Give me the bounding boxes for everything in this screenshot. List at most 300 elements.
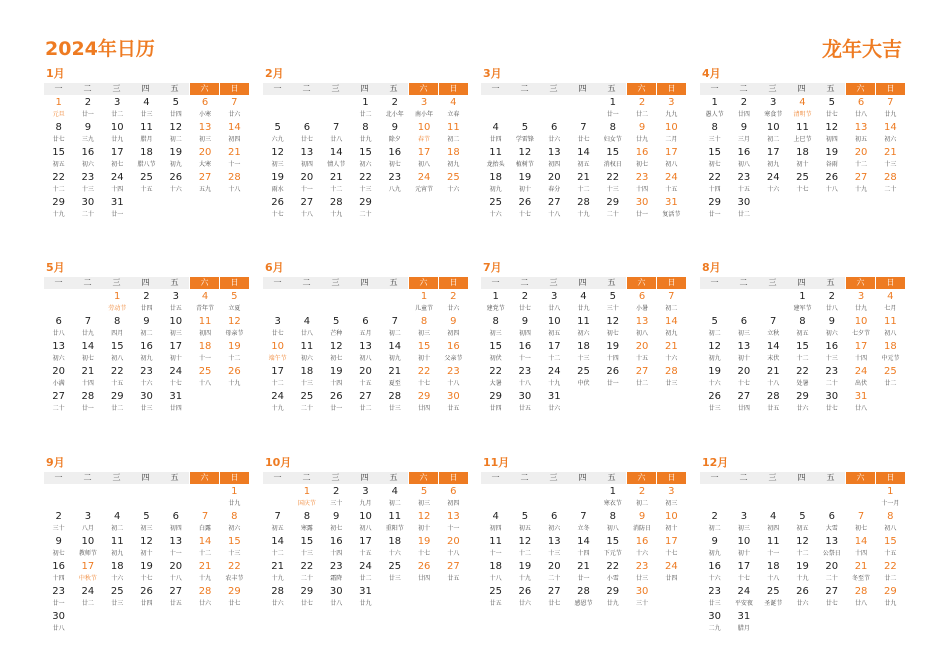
- day-number: 13: [547, 147, 561, 158]
- lunar-date: 十六: [169, 186, 182, 193]
- lunar-date: 廿三: [708, 600, 721, 607]
- day-number: 10: [664, 511, 678, 522]
- day-number: 2: [143, 291, 150, 302]
- day-cell: [846, 122, 875, 147]
- lunar-date: 初八: [359, 525, 372, 532]
- day-number: 20: [854, 147, 868, 158]
- lunar-date: 十八: [169, 575, 182, 582]
- lunar-date: 十四: [81, 380, 94, 387]
- lunar-date: 二十: [300, 575, 313, 582]
- weekday-1: 一: [700, 472, 729, 484]
- lunar-date: 廿四: [737, 111, 750, 118]
- lunar-date: 十八: [300, 211, 313, 218]
- day-number: 14: [577, 536, 590, 547]
- day-number: 16: [446, 341, 460, 352]
- day-grid: [44, 486, 249, 636]
- day-cell: [263, 197, 292, 222]
- day-cell: [510, 291, 539, 316]
- lunar-date: 三十: [708, 136, 721, 143]
- lunar-date: 廿一: [606, 380, 619, 387]
- weekday-5: 五: [816, 277, 845, 289]
- day-cell: [759, 391, 788, 416]
- lunar-date: 廿二: [636, 111, 649, 118]
- day-cell: [627, 122, 656, 147]
- lunar-date: 初九: [447, 161, 460, 168]
- weekday-6: 六: [408, 472, 438, 484]
- lunar-date: 初九: [767, 161, 780, 168]
- lunar-date: 十五: [140, 186, 153, 193]
- day-cell: [161, 366, 190, 391]
- day-cell: [263, 122, 292, 147]
- lunar-date: 初六: [300, 355, 313, 362]
- lunar-date: 廿七: [271, 330, 284, 337]
- day-cell: [788, 561, 817, 586]
- lunar-date: 十八: [548, 211, 561, 218]
- weekday-header: [263, 277, 468, 289]
- day-number: 12: [606, 316, 620, 327]
- lunar-date: 廿七: [52, 136, 65, 143]
- day-number: 21: [227, 147, 241, 158]
- day-number: 11: [883, 316, 897, 327]
- day-cell: [481, 122, 510, 147]
- day-number: 7: [333, 122, 340, 133]
- lunar-date: 廿六: [199, 600, 212, 607]
- day-cell: [220, 316, 249, 341]
- day-number: 15: [796, 341, 809, 352]
- day-number: 29: [796, 391, 809, 402]
- lunar-date: 十七: [271, 211, 284, 218]
- lunar-date: 二十: [884, 186, 897, 193]
- day-number: 3: [274, 316, 281, 327]
- day-number: 6: [551, 122, 558, 133]
- day-cell: [161, 391, 190, 416]
- day-cell: [44, 536, 73, 561]
- day-cell: [380, 147, 409, 172]
- lunar-date: 二十: [825, 380, 838, 387]
- lunar-date: 廿六: [548, 136, 561, 143]
- day-cell: [409, 366, 438, 391]
- day-cell: [190, 341, 219, 366]
- day-number: 25: [766, 586, 780, 597]
- day-cell: [103, 122, 132, 147]
- day-cell: [380, 341, 409, 366]
- weekday-6: 六: [408, 277, 438, 289]
- lunar-date: 廿九: [359, 136, 372, 143]
- day-cell: [569, 316, 598, 341]
- day-number: 27: [300, 197, 314, 208]
- day-grid: [44, 291, 249, 416]
- lunar-date: 廿三: [140, 111, 153, 118]
- day-cell: [322, 172, 351, 197]
- day-number: 22: [227, 561, 241, 572]
- day-number: 19: [518, 561, 532, 572]
- lunar-date: 廿八: [825, 305, 838, 312]
- day-cell: [657, 316, 686, 341]
- day-number: 22: [489, 366, 502, 377]
- lunar-date: 三九: [81, 136, 94, 143]
- weekday-6: 六: [845, 83, 875, 95]
- day-number: 31: [359, 586, 372, 597]
- lunar-date: 十二: [330, 186, 343, 193]
- day-cell: [729, 611, 758, 636]
- day-cell: [380, 536, 409, 561]
- lunar-date: 初八: [111, 355, 124, 362]
- day-number: 18: [766, 561, 780, 572]
- day-cell: [322, 341, 351, 366]
- day-number: 8: [711, 122, 718, 133]
- day-cell: [220, 122, 249, 147]
- lunar-date: 十三: [884, 161, 897, 168]
- empty-cell: [481, 97, 510, 122]
- day-cell: [817, 172, 846, 197]
- day-number: 14: [854, 536, 868, 547]
- day-number: 6: [551, 511, 558, 522]
- lunar-date: 初四: [228, 136, 241, 143]
- lunar-date: 廿五: [169, 600, 182, 607]
- day-number: 18: [300, 366, 314, 377]
- day-number: 26: [417, 561, 431, 572]
- lunar-date: 廿七: [548, 600, 561, 607]
- day-number: 18: [140, 147, 153, 158]
- day-cell: [700, 586, 729, 611]
- lunar-date: 廿二: [359, 575, 372, 582]
- weekday-2: 二: [292, 472, 321, 484]
- lunar-date: 廿三: [665, 380, 678, 387]
- day-number: 30: [446, 391, 460, 402]
- day-number: 4: [391, 486, 398, 497]
- day-cell: [569, 147, 598, 172]
- day-number: 14: [329, 147, 343, 158]
- day-cell: [263, 172, 292, 197]
- day-cell: [759, 341, 788, 366]
- lunar-date: 初六: [577, 330, 590, 337]
- lunar-date: 十二: [855, 161, 868, 168]
- day-cell: [657, 536, 686, 561]
- weekday-2: 二: [510, 277, 539, 289]
- month-label: 5月: [46, 261, 65, 274]
- empty-cell: [103, 486, 132, 511]
- day-cell: [846, 536, 875, 561]
- lunar-date: 廿五: [447, 405, 460, 412]
- day-cell: [322, 391, 351, 416]
- day-cell: [220, 586, 249, 611]
- weekday-4: 四: [787, 472, 816, 484]
- month-label: 11月: [483, 456, 510, 469]
- lunar-date: 大暑: [489, 380, 502, 387]
- day-number: 17: [547, 341, 561, 352]
- day-number: 7: [887, 97, 894, 108]
- day-cell: [569, 511, 598, 536]
- day-number: 13: [52, 341, 65, 352]
- day-cell: [161, 341, 190, 366]
- day-number: 16: [737, 147, 751, 158]
- day-cell: [788, 511, 817, 536]
- month-5: [44, 262, 249, 416]
- lunar-date: 廿四: [169, 111, 182, 118]
- day-cell: [876, 122, 905, 147]
- day-number: 20: [635, 341, 649, 352]
- day-number: 7: [580, 511, 587, 522]
- day-number: 4: [201, 291, 209, 302]
- day-number: 2: [84, 97, 92, 108]
- day-cell: [569, 366, 598, 391]
- day-cell: [598, 366, 627, 391]
- day-number: 2: [391, 97, 398, 108]
- day-number: 12: [796, 536, 809, 547]
- month-12: [700, 457, 905, 636]
- day-number: 23: [825, 366, 839, 377]
- empty-cell: [161, 486, 190, 511]
- weekday-3: 三: [102, 277, 131, 289]
- day-cell: [817, 536, 846, 561]
- day-number: 16: [140, 341, 153, 352]
- day-cell: [657, 561, 686, 586]
- weekday-1: 一: [263, 472, 292, 484]
- day-grid: [263, 97, 468, 222]
- day-number: 17: [169, 341, 183, 352]
- day-grid: [700, 486, 905, 636]
- lunar-date: 十一: [169, 550, 182, 557]
- day-cell: [44, 147, 73, 172]
- day-cell: [598, 486, 627, 511]
- lunar-date: 消权日: [603, 161, 622, 168]
- day-cell: [322, 197, 351, 222]
- lunar-date: 雨水: [271, 186, 284, 193]
- lunar-date: 霜降: [330, 575, 343, 582]
- day-cell: [263, 341, 292, 366]
- day-number: 12: [825, 122, 839, 133]
- day-cell: [73, 391, 102, 416]
- day-cell: [846, 172, 875, 197]
- lunar-date: 十六: [111, 575, 124, 582]
- lunar-date: 初七: [606, 330, 619, 337]
- day-cell: [540, 341, 569, 366]
- day-number: 31: [547, 391, 561, 402]
- day-cell: [322, 586, 351, 611]
- day-number: 15: [110, 341, 124, 352]
- day-cell: [481, 366, 510, 391]
- day-cell: [190, 122, 219, 147]
- day-number: 9: [638, 122, 646, 133]
- lunar-date: 五月: [359, 330, 372, 337]
- day-number: 10: [359, 511, 372, 522]
- lunar-date: 初四: [447, 500, 460, 507]
- day-number: 23: [635, 172, 649, 183]
- lunar-date: 母亲节: [225, 330, 244, 337]
- day-number: 3: [362, 486, 369, 497]
- lunar-date: 十六: [708, 575, 721, 582]
- day-number: 5: [274, 122, 281, 133]
- day-cell: [817, 511, 846, 536]
- day-number: 8: [799, 316, 806, 327]
- day-cell: [510, 316, 539, 341]
- lunar-date: 廿七: [300, 136, 313, 143]
- day-cell: [540, 147, 569, 172]
- day-number: 31: [737, 611, 751, 622]
- day-number: 30: [140, 391, 153, 402]
- lunar-date: 十四: [606, 355, 619, 362]
- lunar-date: 十六: [489, 211, 502, 218]
- lunar-date: 十二: [271, 380, 284, 387]
- day-cell: [846, 391, 875, 416]
- lunar-date: 五九: [199, 186, 212, 193]
- month-label: 2月: [265, 67, 284, 80]
- day-number: 25: [577, 366, 590, 377]
- lunar-date: 六九: [271, 136, 284, 143]
- day-cell: [700, 316, 729, 341]
- day-cell: [380, 122, 409, 147]
- day-cell: [190, 97, 219, 122]
- day-number: 5: [799, 511, 806, 522]
- lunar-date: 初十: [418, 525, 431, 532]
- day-cell: [103, 172, 132, 197]
- lunar-date: 十五: [636, 355, 649, 362]
- lunar-date: 龙抬头: [486, 161, 505, 168]
- weekday-1: 一: [263, 83, 292, 95]
- day-cell: [510, 391, 539, 416]
- day-cell: [439, 536, 468, 561]
- day-cell: [292, 197, 321, 222]
- lunar-date: 廿九: [884, 111, 897, 118]
- day-cell: [73, 561, 102, 586]
- day-number: 29: [606, 586, 620, 597]
- day-number: 13: [198, 122, 212, 133]
- day-cell: [322, 486, 351, 511]
- lunar-date: 廿一: [636, 211, 649, 218]
- day-cell: [190, 147, 219, 172]
- weekday-3: 三: [321, 277, 350, 289]
- day-cell: [322, 366, 351, 391]
- lunar-date: 端午节: [268, 355, 287, 362]
- lunar-date: 四月: [111, 330, 124, 337]
- day-number: 20: [169, 561, 183, 572]
- weekday-3: 三: [758, 472, 787, 484]
- empty-cell: [700, 486, 729, 511]
- day-cell: [481, 291, 510, 316]
- day-cell: [380, 97, 409, 122]
- day-grid: [481, 97, 686, 222]
- lunar-date: 廿二: [884, 575, 897, 582]
- day-cell: [351, 511, 380, 536]
- lunar-date: 十八: [767, 575, 780, 582]
- day-cell: [409, 341, 438, 366]
- weekday-6: 六: [845, 472, 875, 484]
- day-number: 30: [81, 197, 95, 208]
- day-cell: [380, 391, 409, 416]
- day-number: 10: [81, 536, 95, 547]
- day-number: 4: [770, 511, 777, 522]
- day-number: 26: [796, 586, 809, 597]
- day-number: 5: [521, 511, 529, 522]
- day-cell: [598, 561, 627, 586]
- day-cell: [700, 366, 729, 391]
- month-label: 12月: [702, 456, 729, 469]
- day-number: 10: [854, 316, 868, 327]
- empty-cell: [729, 486, 758, 511]
- day-cell: [788, 536, 817, 561]
- lunar-date: 十九: [271, 575, 284, 582]
- lunar-date: 寒食节: [764, 111, 783, 118]
- empty-cell: [44, 291, 73, 316]
- lunar-date: 初三: [665, 500, 678, 507]
- day-cell: [657, 366, 686, 391]
- day-number: 19: [271, 172, 284, 183]
- lunar-date: 十九: [796, 575, 809, 582]
- day-number: 22: [359, 172, 372, 183]
- weekday-5: 五: [379, 83, 408, 95]
- lunar-date: 初四: [447, 330, 460, 337]
- day-cell: [44, 122, 73, 147]
- day-number: 15: [606, 536, 620, 547]
- lunar-date: 北小年: [385, 111, 404, 118]
- day-cell: [292, 316, 321, 341]
- lunar-date: 平安夜: [734, 600, 753, 607]
- lunar-date: 初二: [447, 136, 460, 143]
- day-cell: [700, 611, 729, 636]
- day-cell: [540, 391, 569, 416]
- day-cell: [44, 341, 73, 366]
- day-cell: [788, 97, 817, 122]
- day-number: 30: [635, 586, 649, 597]
- day-number: 29: [417, 391, 431, 402]
- weekday-3: 三: [321, 472, 350, 484]
- day-cell: [569, 536, 598, 561]
- lunar-date: 立夏: [228, 305, 241, 312]
- day-cell: [627, 366, 656, 391]
- day-cell: [569, 197, 598, 222]
- day-cell: [481, 316, 510, 341]
- day-number: 13: [854, 122, 868, 133]
- day-number: 7: [391, 316, 398, 327]
- day-number: 15: [52, 147, 65, 158]
- day-cell: [700, 391, 729, 416]
- day-number: 14: [271, 536, 284, 547]
- day-cell: [103, 197, 132, 222]
- weekday-1: 一: [44, 472, 73, 484]
- lunar-date: 初四: [199, 330, 212, 337]
- day-cell: [190, 561, 219, 586]
- day-number: 7: [84, 316, 92, 327]
- day-cell: [190, 316, 219, 341]
- lunar-date: 廿八: [330, 136, 343, 143]
- day-cell: [700, 97, 729, 122]
- day-number: 4: [450, 97, 457, 108]
- day-number: 2: [740, 97, 748, 108]
- day-cell: [540, 586, 569, 611]
- day-number: 5: [609, 291, 616, 302]
- day-cell: [759, 172, 788, 197]
- weekday-3: 三: [758, 83, 787, 95]
- day-cell: [598, 536, 627, 561]
- day-number: 5: [828, 97, 835, 108]
- day-number: 20: [359, 366, 372, 377]
- weekday-6: 六: [189, 83, 219, 95]
- lunar-date: 十三: [228, 550, 241, 557]
- empty-cell: [351, 291, 380, 316]
- day-cell: [380, 316, 409, 341]
- weekday-5: 五: [597, 83, 626, 95]
- day-cell: [220, 366, 249, 391]
- day-number: 17: [664, 147, 678, 158]
- lunar-date: 初九: [388, 355, 401, 362]
- day-number: 3: [84, 511, 92, 522]
- day-cell: [598, 122, 627, 147]
- day-cell: [322, 511, 351, 536]
- day-number: 15: [883, 536, 897, 547]
- lunar-date: 初七: [111, 161, 124, 168]
- weekday-3: 三: [321, 83, 350, 95]
- day-number: 8: [362, 122, 369, 133]
